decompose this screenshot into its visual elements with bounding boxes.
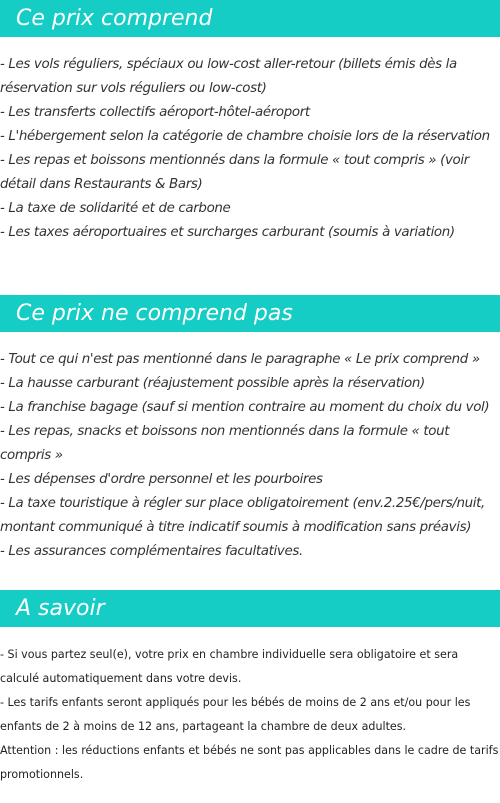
- list-item: - Les repas et boissons mentionnés dans la formule « tout compris » (voir détail dans Restaurants & Bars): [0, 153, 469, 192]
- list-item: - La hausse carburant (réajustement possible après la réservation): [0, 376, 425, 391]
- price-includes-list: [0, 53, 500, 245]
- list-item: - La franchise bagage (sauf si mention contraire au moment du choix du vol): [0, 400, 490, 415]
- list-item: - Les transferts collectifs aéroport-hôtel-aéroport: [0, 105, 310, 120]
- good-to-know-list: [0, 643, 500, 787]
- list-item: - Les assurances complémentaires facultatives.: [0, 544, 303, 559]
- list-item: Attention : les réductions enfants et bébés ne sont pas applicables dans le cadre de tarifs promotionnels.: [0, 744, 499, 781]
- list-item: - Les tarifs enfants seront appliqués pour les bébés de moins de 2 ans et/ou pour les enfants de 2 à moins de 12 ans, partageant la chambre de deux adultes.: [0, 696, 471, 733]
- list-item: - La taxe touristique à régler sur place obligatoirement (env.2.25€/pers/nuit, montant communiqué à titre indicatif soumis à modification sans préavis): [0, 496, 485, 535]
- list-item: - L'hébergement selon la catégorie de chambre choisie lors de la réservation: [0, 129, 490, 144]
- section-title-price-includes: Ce prix comprend: [0, 0, 500, 37]
- list-item: - Les dépenses d'ordre personnel et les pourboires: [0, 472, 323, 487]
- list-item: - Les taxes aéroportuaires et surcharges carburant (soumis à variation): [0, 225, 455, 240]
- list-item: - Les repas, snacks et boissons non mentionnés dans la formule « tout compris »: [0, 424, 450, 463]
- price-excludes-list: [0, 348, 500, 564]
- section-title-good-to-know: A savoir: [0, 590, 500, 627]
- list-item: - Les vols réguliers, spéciaux ou low-cost aller-retour (billets émis dès la réservation sur vols réguliers ou low-cost): [0, 57, 457, 96]
- list-item: - La taxe de solidarité et de carbone: [0, 201, 231, 216]
- list-item: - Tout ce qui n'est pas mentionné dans le paragraphe « Le prix comprend »: [0, 352, 480, 367]
- section-title-price-excludes: Ce prix ne comprend pas: [0, 295, 500, 332]
- list-item: - Si vous partez seul(e), votre prix en chambre individuelle sera obligatoire et sera calculé automatiquement dans votre devis.: [0, 648, 459, 685]
